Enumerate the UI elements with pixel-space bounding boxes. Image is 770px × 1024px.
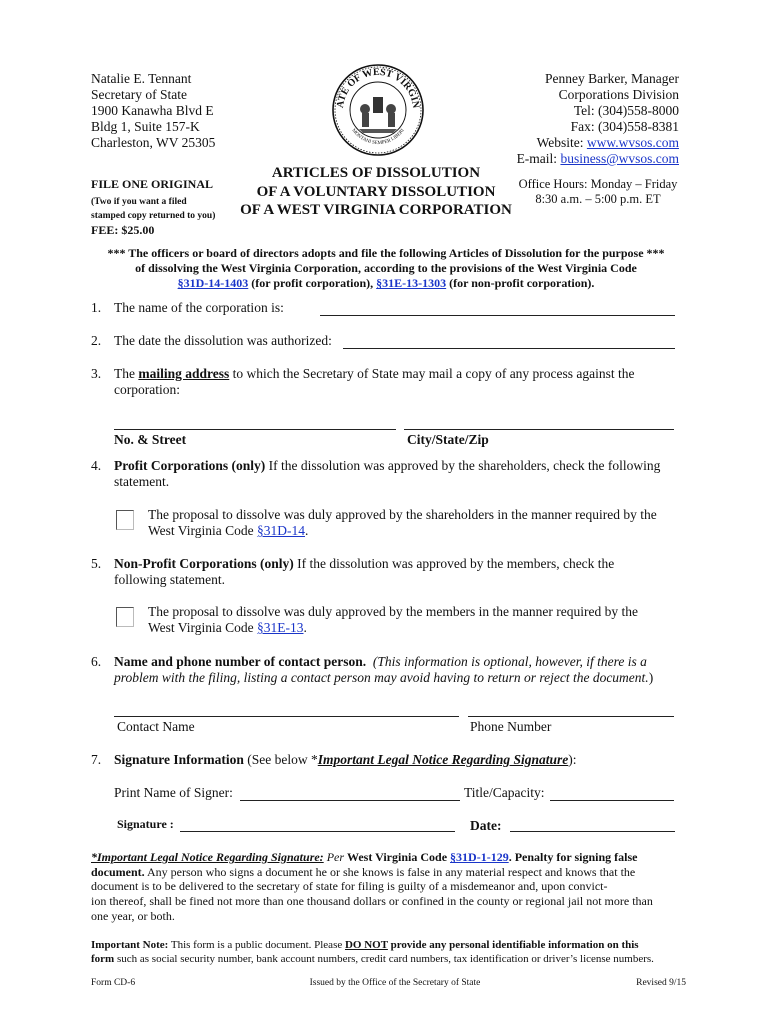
item-number: 4. [91,458,102,473]
title-line: ARTICLES OF DISSOLUTION [271,165,481,181]
fee: FEE: $25.00 [91,223,155,237]
website-line: Website: www.wvsos.com [536,135,679,150]
profit-corporations-label: Profit Corporations (only) If the dissolution was approved by the shareholders, check the following statement. [114,458,661,489]
non-profit-corporations-label: Non-Profit Corporations (only) If the dissolution was approved by the members, check the following statement. [114,556,615,587]
code-link-31d-1-129[interactable]: §31D-1-129 [450,850,509,864]
corporation-name-field[interactable] [320,315,675,316]
email-link[interactable]: business@wvsos.com [560,151,679,166]
item-number: 7. [91,752,102,767]
svg-text:MONTANI SEMPER LIBERI: MONTANI SEMPER LIBERI [350,128,406,147]
file-one-original: FILE ONE ORIGINAL [91,177,214,191]
phone-number-field[interactable] [468,716,674,717]
form-number: Form CD-6 [91,978,136,988]
code-link-31d-14-1403[interactable]: §31D-14-1403 [177,276,249,290]
header-left-line: Bldg 1, Suite 157-K [91,119,200,134]
contact-name-field[interactable] [114,716,459,717]
print-name-field[interactable] [240,800,460,801]
signature-label: Signature : [117,817,174,831]
item-number: 5. [91,556,102,571]
print-name-label: Print Name of Signer: [114,785,233,800]
dissolution-date-label: The date the dissolution was authorized: [114,333,332,348]
street-label: No. & Street [114,432,187,447]
title-capacity-label: Title/Capacity: [464,785,545,800]
header-right-line: Penney Barker, Manager [544,71,679,86]
seal-icon [331,63,425,157]
code-link-31d-14[interactable]: §31D-14 [256,523,305,538]
office-hours: Office Hours: Monday – Friday 8:30 a.m. – 5:00 p.m. ET [518,177,678,206]
header-left-line: Charleston, WV 25305 [91,135,216,150]
profit-approval-statement: The proposal to dissolve was duly approved by the shareholders in the manner required by the West Virginia Code §31D-14. [148,507,657,538]
code-link-31e-13[interactable]: §31E-13 [256,620,304,635]
intro-statement: *** The officers or board of directors adopts and file the following Articles of Dissolution for the purpose *** of dissolving the West Virginia Corporation, according to the provisions of the West Virginia Code §31D-14-1403 (for profit corporation), §31E-13-1303 (for non-profit corporation). [86,246,686,291]
important-note: Important Note: This form is a public document. Please DO NOT provide any personal identifiable information on this form such as social security number, bank account numbers, credit card numbers, tax identification or driver’s license numbers. [91,939,654,965]
item-number: 6. [91,654,102,669]
dissolution-date-field[interactable] [343,348,675,349]
filing-note: (Two if you want a filed [91,197,187,207]
item-number: 1. [91,300,102,315]
phone-number-label: Phone Number [470,719,552,734]
date-label: Date: [470,818,502,833]
header-right-line: Tel: (304)558-8000 [573,103,679,118]
header-right-line: Corporations Division [558,87,679,102]
secretary-address-block [91,71,291,151]
signature-information-label: Signature Information (See below *Important Legal Notice Regarding Signature): [114,752,577,767]
item-number: 3. [91,366,102,381]
corporations-contact-block [460,71,679,167]
street-field[interactable] [114,429,396,430]
legal-notice: *Important Legal Notice Regarding Signature: Per West Virginia Code §31D-1-129. Penalty for signing false document. Any person who signs a document he or she knows is false in any material respect and knows that the document is to be delivered to the secretary of state for filing is guilty of a misdemeanor and, upon convict- ion thereof, shall be fined not more than one thousand dollars or confined in the county or regional jail not more than one year, or both. [91,850,653,923]
header-left-line: 1900 Kanawha Blvd E [91,103,214,118]
revised-date: Revised 9/15 [636,978,686,988]
code-link-31e-13-1303[interactable]: §31E-13-1303 [376,276,447,290]
title-capacity-field[interactable] [550,800,674,801]
contact-person-label: Name and phone number of contact person. (This information is optional, however, if there is a problem with the filing, listing a contact person may avoid having to return or reject the document.) [114,654,654,685]
filing-note: stamped copy returned to you) [91,211,216,221]
city-state-zip-label: City/State/Zip [407,432,489,447]
signature-field[interactable] [180,831,455,832]
item-number: 2. [91,333,102,348]
issued-by: Issued by the Office of the Secretary of State [309,978,481,988]
profit-approval-checkbox[interactable] [116,510,134,530]
mailing-address-label: The mailing address to which the Secretary of State may mail a copy of any process against the corporation: [114,366,635,397]
header-left-line: Natalie E. Tennant [91,71,192,86]
svg-text:STATE OF WEST VIRGINIA: ATE OF WEST VIRGIN [334,66,422,110]
state-seal [331,63,425,157]
non-profit-approval-statement: The proposal to dissolve was duly approved by the members in the manner required by the West Virginia Code §31E-13. [148,604,639,635]
date-field[interactable] [510,831,675,832]
page-title [226,164,526,220]
title-line: OF A VOLUNTARY DISSOLUTION [256,183,496,200]
header-left-line: Secretary of State [91,87,187,102]
website-link[interactable]: www.wvsos.com [586,135,679,150]
city-state-zip-field[interactable] [404,429,674,430]
non-profit-approval-checkbox[interactable] [116,607,134,627]
intro-code-line: §31D-14-1403 (for profit corporation), §31E-13-1303 (for non-profit corporation). [177,276,595,290]
contact-name-label: Contact Name [117,719,195,734]
corporation-name-label: The name of the corporation is: [114,300,284,315]
email-line: E-mail: business@wvsos.com [516,151,679,166]
header-right-line: Fax: (304)558-8381 [570,119,679,134]
title-line: OF A WEST VIRGINIA CORPORATION [240,202,512,218]
